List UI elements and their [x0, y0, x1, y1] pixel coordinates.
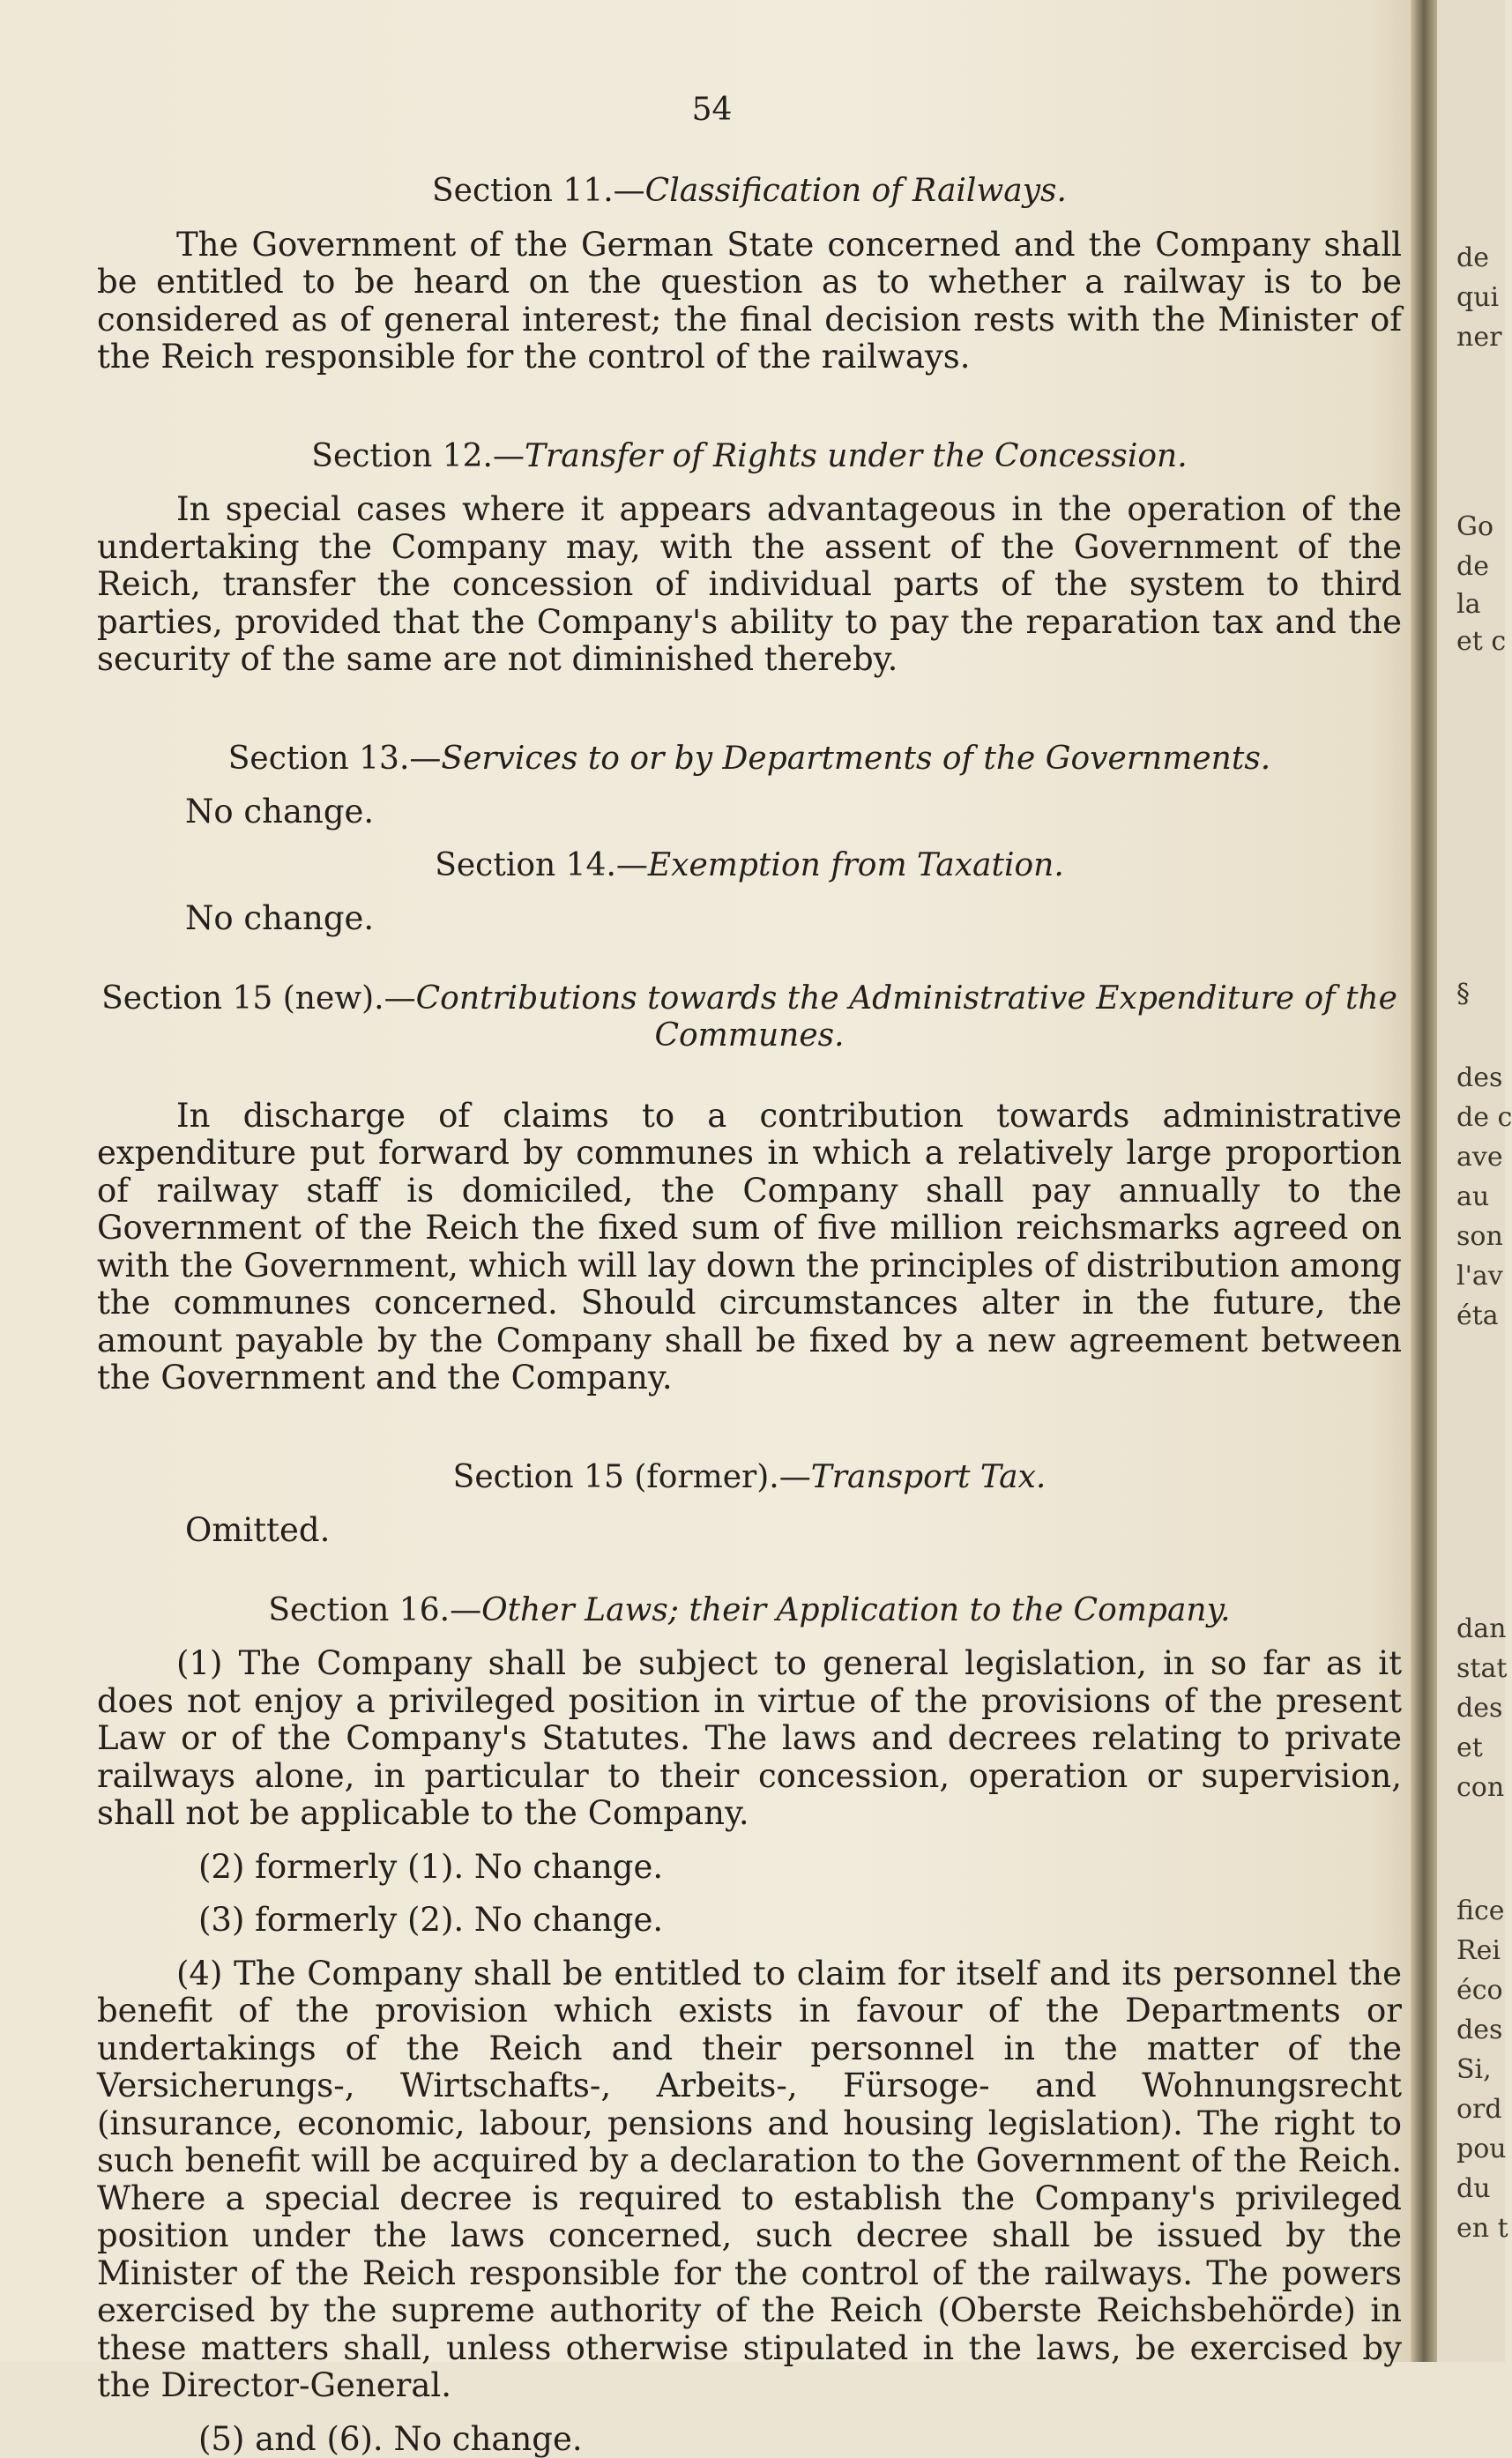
section-12-body: In special cases where it appears advantageous in the operation of the undertaking the Company may, with the assent of the Government of the Reich, transfer the concession of individual parts of the system to third parties, provided that the Company's ability to pay the reparation tax and the security of the same are not diminished thereby.	[97, 491, 1402, 679]
section-title: Contributions towards the Administrative Expenditure of the Communes.	[416, 980, 1397, 1054]
section-title: Other Laws; their Application to the Company.	[481, 1592, 1231, 1628]
section-13-body: No change.	[97, 793, 1402, 831]
facing-fragment: Rei	[1456, 1935, 1501, 1966]
section-title: Transfer of Rights under the Concession.	[525, 438, 1188, 474]
facing-fragment: stat	[1456, 1653, 1507, 1684]
facing-fragment: ner	[1456, 322, 1501, 353]
facing-fragment: pou	[1456, 2134, 1507, 2164]
section-number: Section 15 (former).	[453, 1459, 779, 1495]
section-15-former-body: Omitted.	[97, 1512, 1402, 1550]
section-14-body: No change.	[97, 900, 1402, 938]
facing-fragment: des	[1456, 1693, 1502, 1724]
facing-fragment: ord	[1456, 2094, 1502, 2125]
section-number: Section 13.	[228, 741, 410, 777]
facing-fragment: de	[1456, 551, 1489, 582]
section-number: Section 14.	[435, 847, 616, 883]
facing-fragment: du	[1456, 2173, 1491, 2204]
facing-fragment: éco	[1456, 1975, 1503, 2006]
facing-page-edge	[1437, 0, 1505, 2362]
section-15-former-heading: Section 15 (former).—Transport Tax.	[97, 1459, 1402, 1497]
section-title: Services to or by Departments of the Governments.	[441, 741, 1270, 777]
facing-fragment: con	[1456, 1772, 1504, 1803]
facing-fragment: qui	[1456, 282, 1499, 313]
facing-fragment: Si,	[1456, 2054, 1492, 2085]
facing-fragment: dan	[1456, 1613, 1506, 1644]
section-11-heading: Section 11.—Classification of Railways.	[97, 173, 1402, 211]
section-12-heading: Section 12.—Transfer of Rights under the Concession.	[97, 438, 1402, 476]
facing-fragment: et	[1456, 1732, 1483, 1763]
facing-fragment: fice	[1456, 1896, 1505, 1926]
section-14-heading: Section 14.—Exemption from Taxation.	[97, 847, 1402, 885]
facing-fragment: de	[1456, 242, 1489, 273]
facing-fragment: éta	[1456, 1300, 1499, 1331]
facing-fragment: de c	[1456, 1102, 1512, 1133]
section-13-heading: Section 13.—Services to or by Departments of the Governments.	[97, 741, 1402, 778]
facing-fragment: ave	[1456, 1142, 1503, 1173]
section-title: Classification of Railways.	[645, 173, 1067, 209]
section-16-subsection-5: (5) and (6). No change.	[97, 2421, 1402, 2458]
section-title: Exemption from Taxation.	[648, 847, 1064, 883]
document-body	[97, 173, 1402, 2458]
section-16-subsection-3: (3) formerly (2). No change.	[97, 1902, 1402, 1940]
section-16-subsection-2: (2) formerly (1). No change.	[97, 1849, 1402, 1887]
section-15-new-body: In discharge of claims to a contribution towards administrative expenditure put forward by communes in which a relatively large proportion of railway staff is domiciled, the Company shall pay annually to the Government of the Reich the fixed sum of five million reichsmarks agreed on with the Government, which will lay down the principles of distribution among the communes concerned. Should circumstances alter in the future, the amount payable by the Company shall be fixed by a new agreement between the Government and the Company.	[97, 1098, 1402, 1397]
section-11-body: The Government of the German State concerned and the Company shall be entitled to be heard on the question as to whether a railway is to be considered as of general interest; the final decision rests with the Minister of the Reich responsible for the control of the railways.	[97, 227, 1402, 376]
facing-fragment: des	[1456, 2015, 1502, 2045]
section-16-subsection-4: (4) The Company shall be entitled to claim for itself and its personnel the benefit of the provision which exists in favour of the Departments or undertakings of the Reich and their personnel in the matter of the Versicherungs-, Wirtschafts-, Arbeits-, Fürsoge- and Wohnungsrecht (insurance, economic, labour, pensions and housing legislation). The right to such benefit will be acquired by a declaration to the Government of the Reich. Where a special decree is required to establish the Company's privileged position under the laws concerned, such decree shall be issued by the Minister of the Reich responsible for the control of the railways. The powers exercised by the supreme authority of the Reich (Oberste Reichsbehörde) in these matters shall, unless otherwise stipulated in the laws, be exercised by the Director-General.	[97, 1955, 1402, 2405]
facing-fragment: et c	[1456, 626, 1506, 657]
facing-fragment: au	[1456, 1181, 1489, 1212]
facing-fragment: son	[1456, 1221, 1503, 1252]
section-number: Section 15 (new).	[101, 980, 384, 1017]
book-gutter	[1411, 0, 1437, 2362]
section-15-new-heading: Section 15 (new).—Contributions towards the Administrative Expenditure of the Communes.	[97, 980, 1402, 1055]
section-16-heading: Section 16.—Other Laws; their Application to the Company.	[97, 1592, 1402, 1630]
section-number: Section 12.	[311, 438, 493, 474]
facing-fragment: §	[1456, 979, 1470, 1009]
section-16-subsection-1: (1) The Company shall be subject to general legislation, in so far as it does not enjoy a privileged position in virtue of the provisions of the present Law or of the Company's Statutes. The laws and decrees relating to private railways alone, in particular to their concession, operation or supervision, shall not be applicable to the Company.	[97, 1645, 1402, 1833]
section-number: Section 11.	[432, 173, 614, 209]
facing-fragment: l'av	[1456, 1261, 1503, 1292]
page-number: 54	[0, 92, 1424, 128]
facing-fragment: des	[1456, 1062, 1502, 1093]
facing-fragment: Go	[1456, 511, 1493, 542]
section-number: Section 16.	[268, 1592, 450, 1628]
section-title: Transport Tax.	[811, 1459, 1046, 1495]
facing-fragment: la	[1456, 589, 1480, 620]
facing-fragment: en t	[1456, 2213, 1508, 2244]
